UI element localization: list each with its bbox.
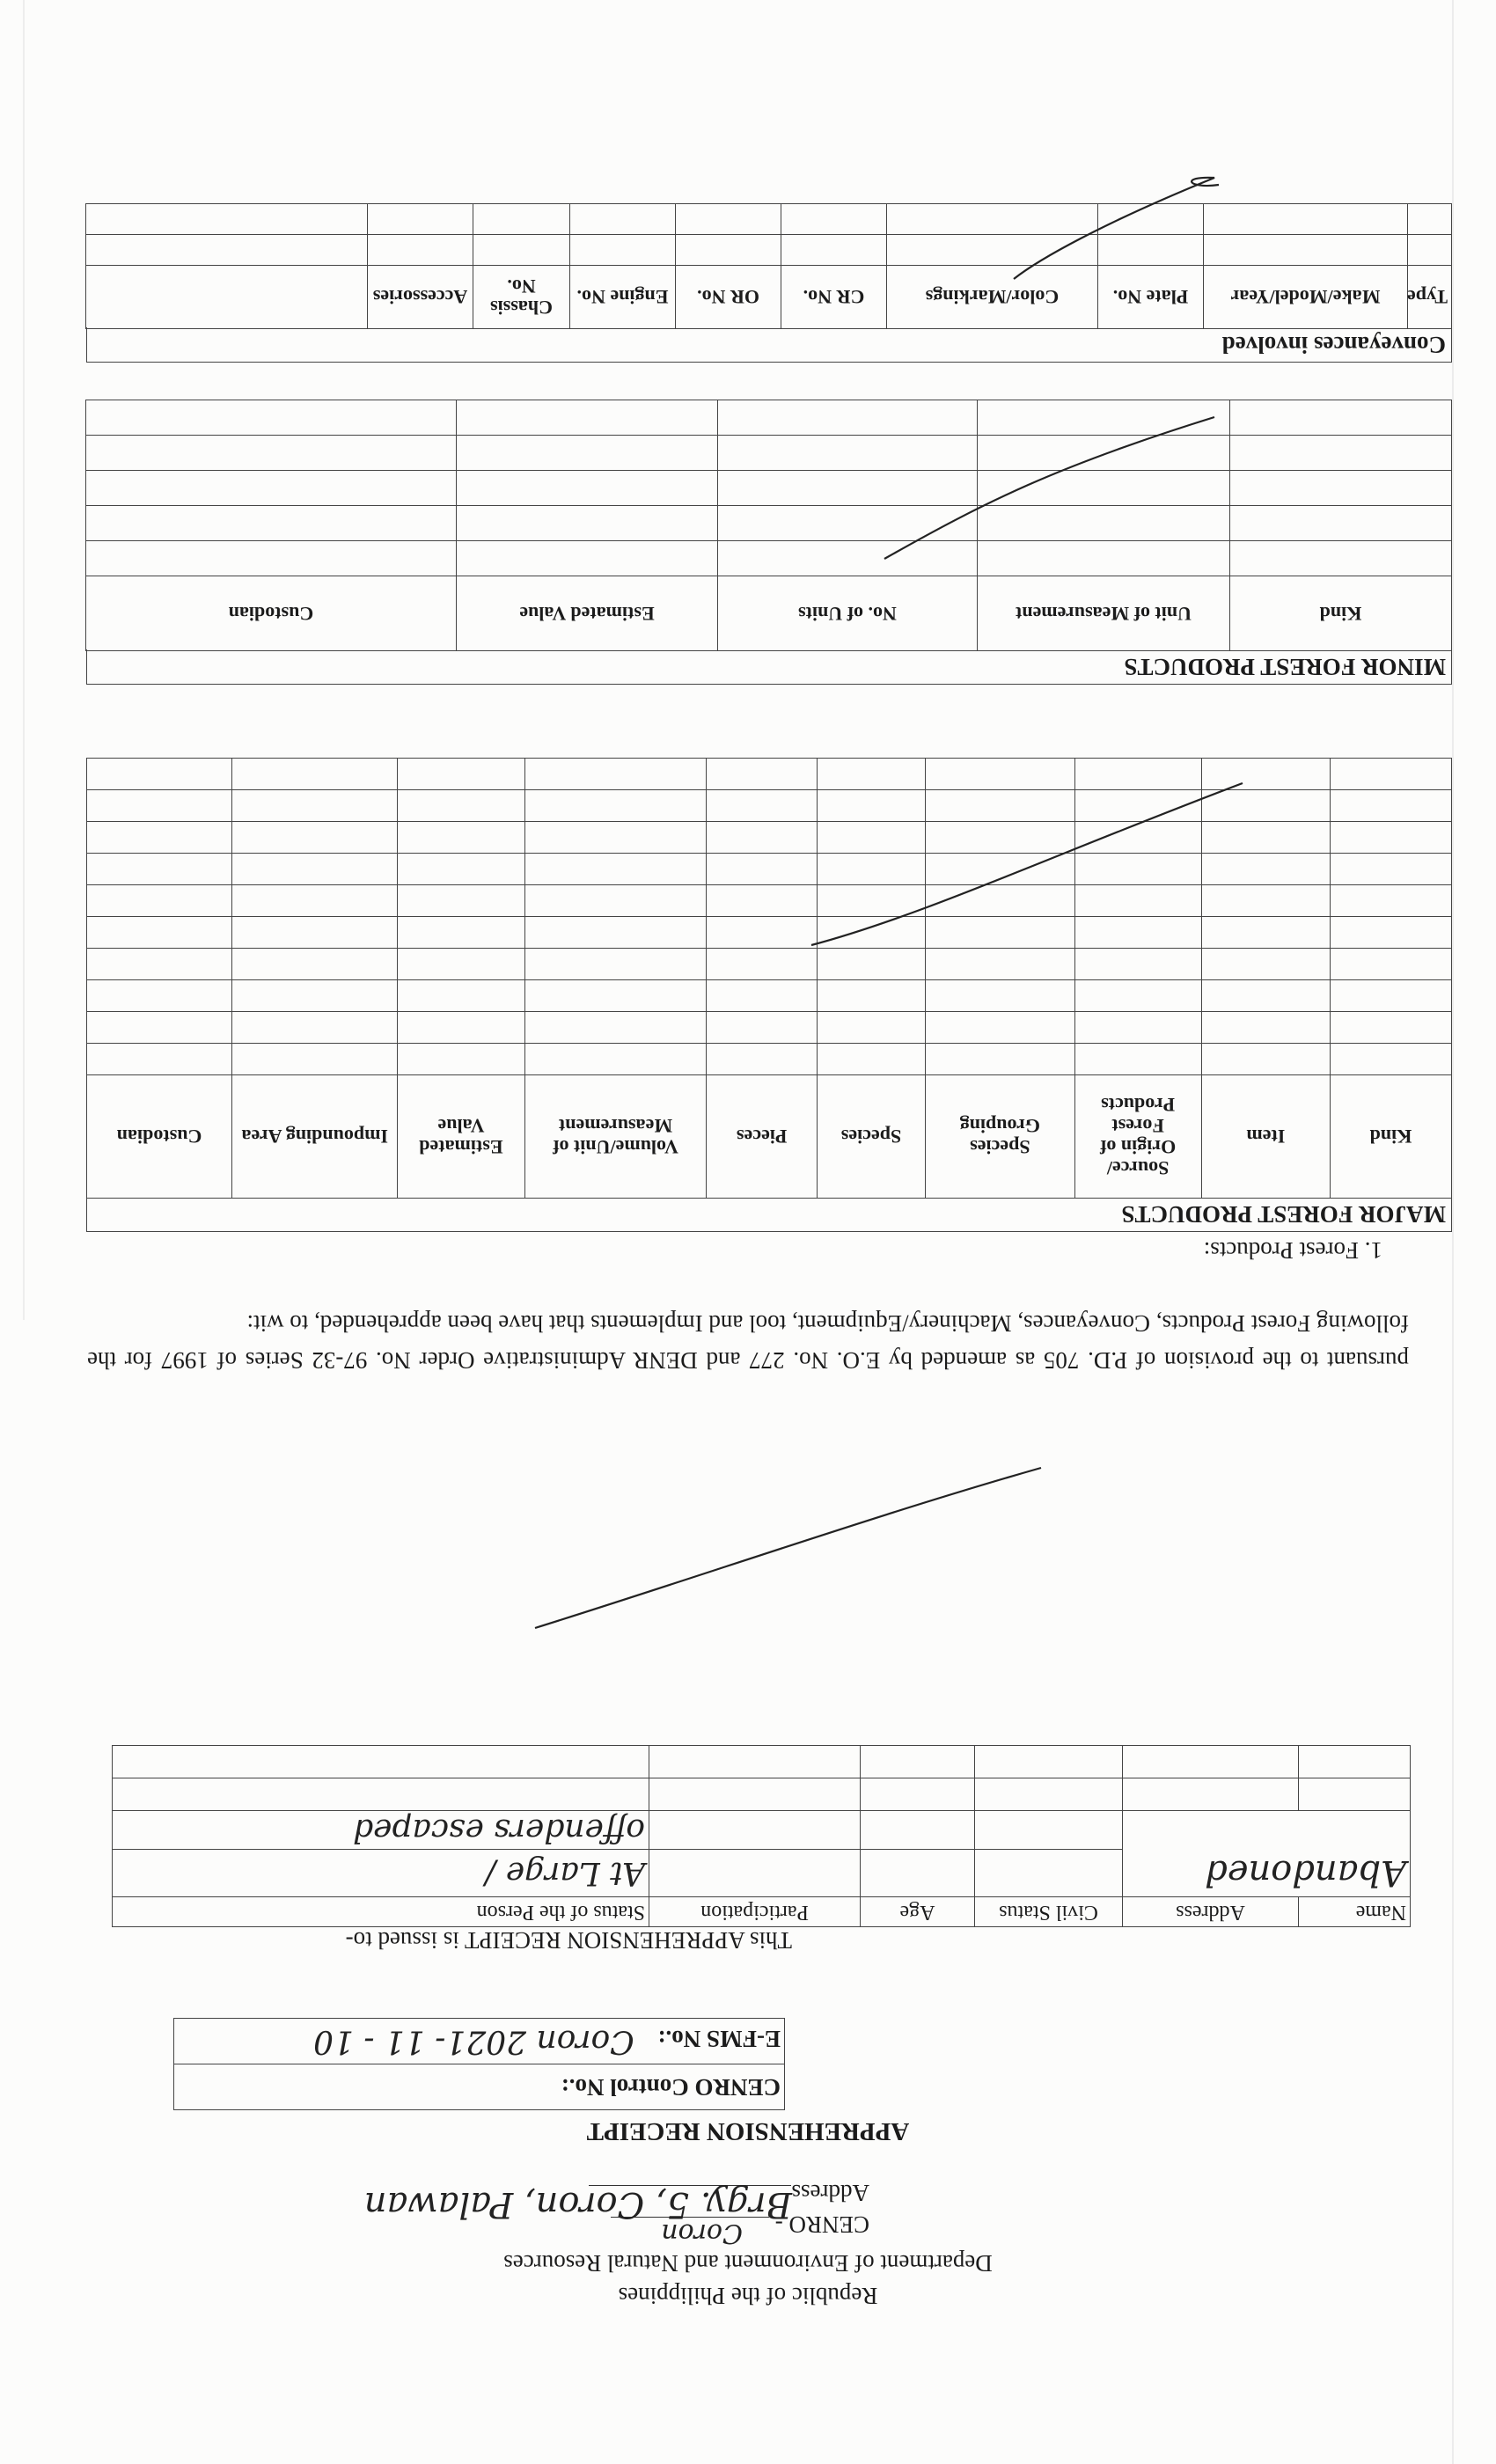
status-line2: offenders escaped xyxy=(113,1811,649,1850)
efms-row: E-FMS No.: Coron 2021- 11 - 10 xyxy=(174,2019,785,2064)
minor-col-kind: Kind xyxy=(1230,576,1452,651)
conv-col-cr: CR No. xyxy=(781,266,887,329)
major-col-kind: Kind xyxy=(1331,1075,1452,1199)
conv-col-make: Make/Model/Year xyxy=(1204,266,1408,329)
major-col-item: Item xyxy=(1201,1075,1330,1199)
issued-to-text: This APPREHENSION RECEIPT is issued to- xyxy=(345,1927,792,1954)
conv-col-plate: Plate No. xyxy=(1098,266,1204,329)
conv-col-accessories: Accessories xyxy=(368,266,473,329)
department-line: Department of Environment and Natural Resources xyxy=(503,2250,993,2277)
minor-col-custodian: Custodian xyxy=(86,576,457,651)
conv-col-or: OR No. xyxy=(676,266,781,329)
republic-line: Republic of the Philippines xyxy=(618,2283,878,2309)
efms-handwritten: Coron 2021- 11 - 10 xyxy=(313,2023,634,2059)
minor-col-no-units: No. of Units xyxy=(718,576,978,651)
col-status: Status of the Person xyxy=(113,1897,649,1927)
address-handwritten: Brgy. 5, Coron, Palawan xyxy=(363,2184,792,2225)
conv-col-type: Type xyxy=(1408,266,1452,329)
major-col-volume: Volume/Unit of Measurement xyxy=(524,1075,707,1199)
conv-col-chassis: Chassis No. xyxy=(473,266,570,329)
legal-basis-paragraph: pursuant to the provision of P.D. 705 as amended by E.O. No. 277 and DENR Administrative Order No. 97-32 Series of 1997 for the following Forest Products, Conveyances, Machinery/Equipment, tool and Implements that have been apprehended, to wit: xyxy=(87,1310,1409,1374)
cenro-control-label: CENRO Control No.: xyxy=(174,2064,785,2110)
major-forest-products-caption: MAJOR FOREST PRODUCTS xyxy=(86,1197,1452,1232)
major-col-species-grouping: Species Grouping xyxy=(926,1075,1074,1199)
name-handwritten: Abandoned xyxy=(1123,1850,1411,1897)
major-col-species: Species xyxy=(817,1075,925,1199)
address-label: Address xyxy=(590,2178,870,2209)
col-civil-status: Civil Status xyxy=(975,1897,1123,1927)
scan-edge-left xyxy=(1452,0,1454,2464)
minor-col-unit: Unit of Measurement xyxy=(978,576,1230,651)
minor-col-estimated-value: Estimated Value xyxy=(457,576,718,651)
col-participation: Participation xyxy=(649,1897,861,1927)
col-age: Age xyxy=(861,1897,975,1927)
scan-edge-right xyxy=(23,0,25,1320)
conv-col-engine: Engine No. xyxy=(570,266,676,329)
major-col-custodian: Custodian xyxy=(87,1075,232,1199)
status-line1: At Large / xyxy=(113,1850,649,1897)
minor-forest-products-caption: MINOR FOREST PRODUCTS xyxy=(86,649,1452,685)
major-col-estimated-value: Estimated Value xyxy=(398,1075,524,1199)
col-name: Name xyxy=(1299,1897,1411,1927)
conv-col-color: Color/Markings xyxy=(887,266,1098,329)
cenro-handwritten: Coron xyxy=(661,2218,743,2248)
document-title: APPREHENSION RECEIPT xyxy=(586,2117,910,2145)
forest-products-label: 1. Forest Products: xyxy=(1203,1237,1382,1264)
cenro-label: CENRO - Coron xyxy=(611,2210,869,2240)
major-col-source: Source/ Origin of Forest Products xyxy=(1074,1075,1201,1199)
major-col-pieces: Pieces xyxy=(707,1075,817,1199)
col-address: Address xyxy=(1123,1897,1299,1927)
major-col-impounding-area: Impounding Area xyxy=(232,1075,398,1199)
conveyances-caption: Conveyances involved xyxy=(86,327,1452,363)
